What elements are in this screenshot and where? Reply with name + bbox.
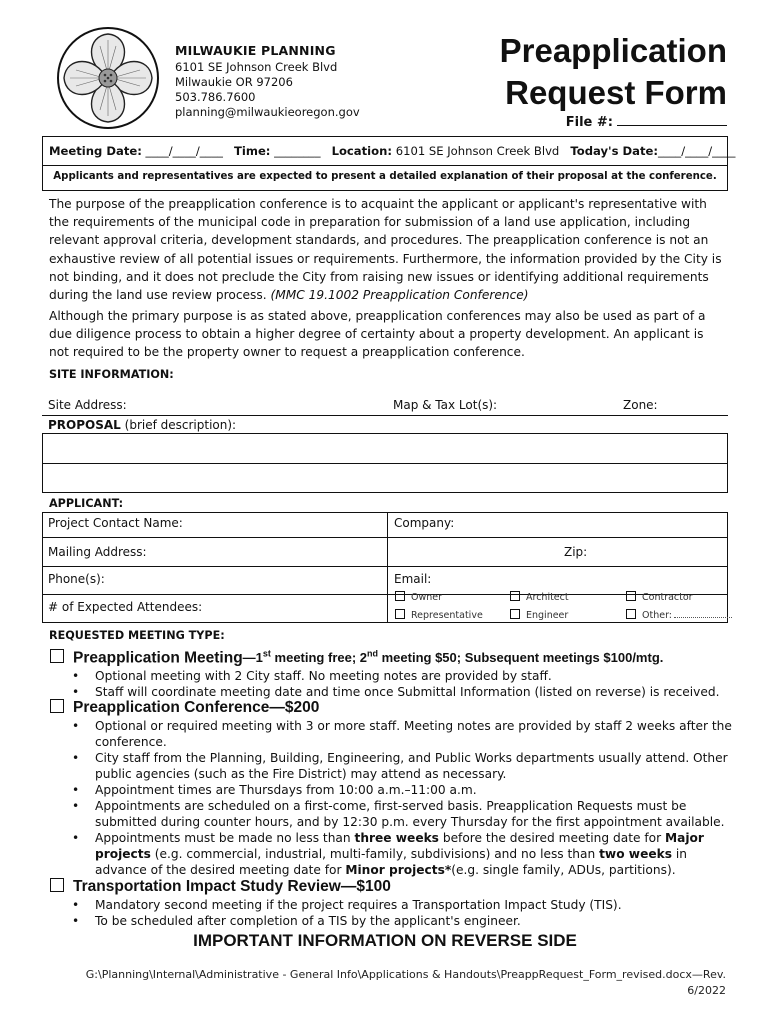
attendees-label[interactable]: # of Expected Attendees: xyxy=(48,600,203,614)
form-title-line1: Preapplication xyxy=(499,32,727,69)
zone-label[interactable]: Zone: xyxy=(623,398,658,412)
contact-name-label[interactable]: Project Contact Name: xyxy=(48,516,183,530)
role-contractor-label: Contractor xyxy=(642,592,693,603)
list-item: • Mandatory second meeting if the project requires a Transportation Impact Study (TIS). xyxy=(72,898,622,912)
opt2-price: —$200 xyxy=(269,699,320,716)
checkbox-icon xyxy=(510,591,520,601)
list-item: • Appointments must be made no less than three weeks before the desired meeting date for Major projects (e.g. commercial, industrial, multi-family, subdivisions) and no less than two weeks in advance of the desired meeting date for Minor projects*(e.g. single family, ADUs, partitions). xyxy=(72,831,704,877)
role-representative[interactable] xyxy=(395,609,483,621)
list-item: • Optional meeting with 2 City staff. No meeting notes are provided by staff. xyxy=(72,669,552,683)
meeting-date-label: Meeting Date: xyxy=(49,144,142,158)
form-title-line2: Request Form xyxy=(505,74,727,111)
role-other[interactable] xyxy=(626,609,732,621)
meeting-date-blank[interactable]: ____/____/____ xyxy=(145,144,223,158)
role-other-label: Other: xyxy=(642,610,673,621)
role-engineer-label: Engineer xyxy=(526,610,569,621)
file-number-field[interactable] xyxy=(566,113,727,130)
location-label: Location: xyxy=(331,144,392,158)
opt3-title: Transportation Impact Study Review xyxy=(73,878,341,895)
site-address-label[interactable]: Site Address: xyxy=(48,398,127,412)
org-email: planning@milwaukieoregon.gov xyxy=(175,105,360,119)
important-notice: IMPORTANT INFORMATION ON REVERSE SIDE xyxy=(193,931,577,950)
opt1-title: Preapplication Meeting xyxy=(73,649,243,667)
footer-path-line1: G:\Planning\Internal\Administrative - General Info\Applications & Handouts\PreappRequest_Form_revised.docx—Rev. xyxy=(85,968,726,981)
company-label[interactable]: Company: xyxy=(394,516,455,530)
site-info-heading: SITE INFORMATION: xyxy=(49,368,174,381)
proposal-label-bold: PROPOSAL xyxy=(48,418,121,432)
proposal-label xyxy=(48,418,236,432)
file-number-label: File #: xyxy=(565,115,613,130)
footer-path xyxy=(46,967,726,999)
location-value: 6101 SE Johnson Creek Blvd xyxy=(395,144,560,158)
intro-paragraph-1 xyxy=(49,195,725,304)
applicant-table xyxy=(42,512,728,623)
phone-label[interactable]: Phone(s): xyxy=(48,572,105,586)
org-phone: 503.786.7600 xyxy=(175,90,256,104)
proposal-description-box[interactable] xyxy=(42,433,728,493)
checkbox-icon xyxy=(395,609,405,619)
role-owner-label: Owner xyxy=(411,592,443,603)
meeting-notice: Applicants and representatives are expected to present a detailed explanation of their proposal at the conference. xyxy=(53,171,717,182)
opt3-price: —$100 xyxy=(340,878,391,895)
dogwood-flower-logo xyxy=(56,26,160,130)
checkbox-icon xyxy=(50,699,64,713)
option-preapp-conference[interactable] xyxy=(50,699,319,717)
role-representative-label: Representative xyxy=(411,610,483,621)
map-tax-lot-label[interactable]: Map & Tax Lot(s): xyxy=(393,398,498,412)
org-address-1: 6101 SE Johnson Creek Blvd xyxy=(175,60,338,74)
role-engineer[interactable] xyxy=(510,609,568,621)
org-address-2: Milwaukie OR 97206 xyxy=(175,75,293,89)
mailing-address-label[interactable]: Mailing Address: xyxy=(48,545,147,559)
email-label[interactable]: Email: xyxy=(394,572,432,586)
meeting-type-heading: REQUESTED MEETING TYPE: xyxy=(49,629,225,642)
checkbox-icon xyxy=(626,591,636,601)
meeting-time-blank[interactable]: ________ xyxy=(274,144,321,158)
footer-revision: 6/2022 xyxy=(687,984,726,997)
list-item: • Appointments are scheduled on a first-come, first-served basis. Preapplication Requests must be submitted during counter hours, and by 12:30 p.m. every Thursday for the first appointment available. xyxy=(72,799,725,829)
checkbox-icon xyxy=(626,609,636,619)
proposal-hint: (brief description): xyxy=(124,418,237,432)
meeting-time-label: Time: xyxy=(233,144,271,158)
applicant-heading: APPLICANT: xyxy=(49,497,124,510)
meeting-info-box xyxy=(42,136,736,191)
opt2-title: Preapplication Conference xyxy=(73,699,270,716)
role-owner[interactable] xyxy=(395,591,442,603)
option-preapp-meeting[interactable] xyxy=(50,649,663,667)
list-item: • Staff will coordinate meeting date and time once Submittal Information (listed on reverse) is received. xyxy=(72,685,720,699)
checkbox-icon xyxy=(395,591,405,601)
intro-paragraph-2: Although the primary purpose is as stated above, preapplication conferences may also be used as part of a due diligence process to obtain a higher degree of certainty about a property development. An applicant is not required to be the property owner to request a preapplication conference. xyxy=(49,309,706,360)
todays-date-blank[interactable]: ____/____/____ xyxy=(658,144,736,158)
intro-citation: (MMC 19.1002 Preapplication Conference) xyxy=(270,288,529,303)
zip-label[interactable]: Zip: xyxy=(564,545,588,559)
role-architect[interactable] xyxy=(510,591,569,603)
org-name: MILWAUKIE PLANNING xyxy=(175,43,336,58)
list-item: • To be scheduled after completion of a TIS by the applicant's engineer. xyxy=(72,914,521,928)
intro-paragraph-1-text: The purpose of the preapplication conference is to acquaint the applicant or applicant's representative with the requirements of the municipal code in preparation for submission of a land use application, including relevant approval criteria, development standards, and procedures. The preapplication conference is not an exhaustive review of all potential issues or requirements. Furthermore, the information provided by the City is not binding, and it does not preclude the City from raising new issues or identifying additional requirements during the land use review process. xyxy=(49,197,722,303)
opt1-detail: —1st meeting free; 2nd meeting $50; Subsequent meetings $100/mtg. xyxy=(242,649,664,666)
checkbox-icon xyxy=(50,878,64,892)
role-contractor[interactable] xyxy=(626,591,693,603)
checkbox-icon xyxy=(510,609,520,619)
option-tis-review[interactable] xyxy=(50,878,391,896)
list-item: • City staff from the Planning, Building, Engineering, and Public Works departments usually attend. Other public agencies (such as the Fire District) may attend as necessary. xyxy=(72,751,728,781)
meeting-row xyxy=(49,144,736,158)
role-architect-label: Architect xyxy=(526,592,569,603)
checkbox-icon xyxy=(50,649,64,663)
todays-date-label: Today's Date: xyxy=(570,144,658,158)
list-item: • Appointment times are Thursdays from 10:00 a.m.–11:00 a.m. xyxy=(72,783,477,797)
list-item: • Optional or required meeting with 3 or more staff. Meeting notes are provided by staff 2 weeks after the conference. xyxy=(72,719,732,749)
